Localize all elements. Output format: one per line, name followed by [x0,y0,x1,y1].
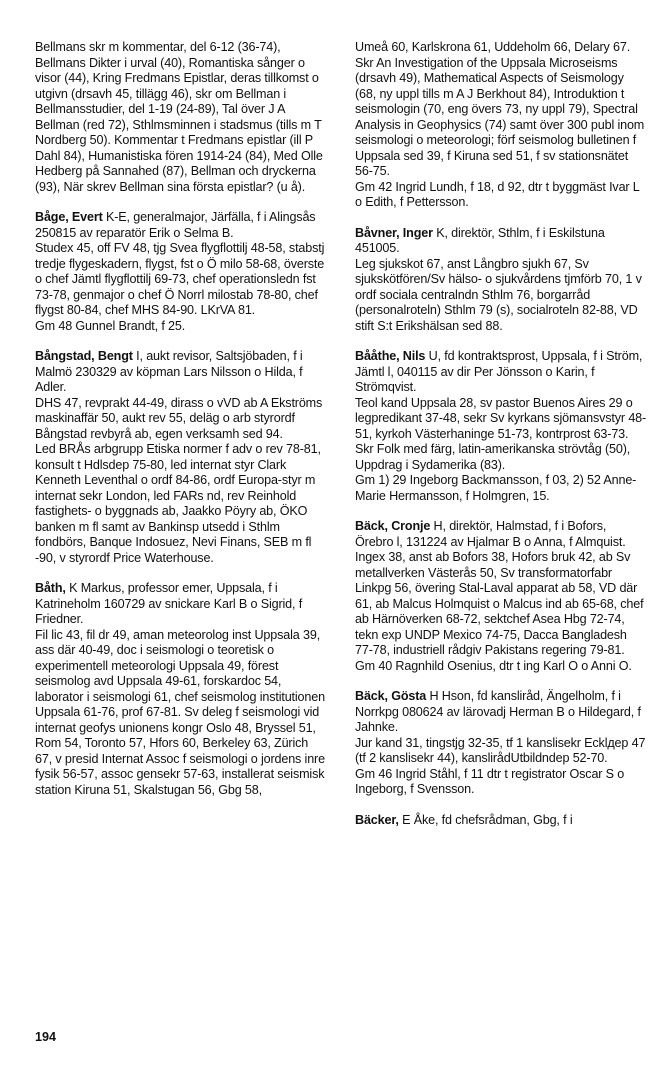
entry-intro [355,226,647,257]
entry-name: Båth, [35,581,66,595]
entry-bavner-inger [355,226,647,335]
right-column [355,40,647,843]
entry-intro [355,813,647,829]
entry-paragraph: Umeå 60, Karlskrona 61, Uddeholm 66, Delary 67. [355,40,631,54]
entry-intro [355,519,647,550]
entry-bage-evert [35,210,325,334]
entry-back-cronje [355,519,647,674]
left-column [35,40,325,813]
entry-intro-text: E Åke, fd chefsrådman, Gbg, f i [398,812,573,827]
entry-intro-text: U, fd kontraktsprost, Uppsala, f i Ström, Jämtl l, 040115 av dir Per Jönsson o Karin, f Strömqvist. [355,349,643,394]
entry-intro-text: H, direktör, Halmstad, f i Bofors, Örebro l, 131224 av Hjalmar B o Anna, f Almquist. [355,519,626,549]
entry-intro [35,581,325,628]
entry-bath-continued [355,40,647,211]
entry-backer-ake [355,813,647,829]
entry-name: Bäck, Gösta [355,689,427,703]
entry-name: Bäck, Cronje [355,519,431,533]
entry-intro [355,689,647,736]
entry-intro [35,349,325,396]
entry-paragraph: Studex 45, off FV 48, tjg Svea flygflottilj 48-58, stabstj tredje flygeskadern, flygst, fst o Ö milo 58-68, överste o chef Jämtl flygflottilj 69-73, chef operationsledn fst 73-78, genmajor o chef Ö Norrl milostab 78-80, chef flygst 80-84, chef MHS 84-90. LKrVA 81. [35,241,325,317]
entry-paragraph: Gm 1) 29 Ingeborg Backmansson, f 03, 2) 52 Anne-Marie Hermansson, f Holmgren, 15. [355,473,637,503]
entry-name: Bångstad, Bengt [35,349,133,363]
entry-bellman-continued [35,40,325,195]
entry-bath-markus [35,581,325,798]
page-number: 194 [35,1030,57,1044]
entry-paragraph: Leg sjukskot 67, anst Långbro sjukh 67, Sv sjukskötfören/Sv hälso- o sjukvårdens tjmförb 70, 1 v ordf sociala centralndn Sthlm 76, borgarråd (personalroteln) Sthlm 79 (s), socialroteln 82-88, VD stift S:t Erikshälsan sed 88. [355,256,642,333]
entry-paragraph: Gm 48 Gunnel Brandt, f 25. [35,318,186,333]
entry-intro-text: K, direktör, Sthlm, f i Eskilstuna 451005. [355,225,605,255]
entry-paragraph: Bellmans skr m kommentar, del 6-12 (36-74), Bellmans Dikter i urval (40), Romantiska sånger o visor (44), Kring Fredmans Epistlar, deras tillkomst o utgivn (drsavh 45, tillägg 46), skr om Bellman i Bellmansstudier, del 1-19 (24-89), Tal över J A Bellman (red 72), Sthlmsminnen i stadsmus (tills m T Nordberg 50). Kommentar t Fredmans epistlar (ill P Dahl 84), Humanistiska fören 1914-24 (84), Med Olle Hedberg på Sannahed (87), Bellman och dryckerna (93), När skrev Bellman sina första epistlar? (u å). [35,40,323,194]
entry-paragraph: Gm 46 Ingrid Ståhl, f 11 dtr t registrator Oscar S o Ingeborg, f Svensson. [355,766,625,796]
entry-paragraph: Teol kand Uppsala 28, sv pastor Buenos Aires 29 o legpredikant 37-48, sekr Sv kyrkans sjömansvstyr 48-51, kyrkoh Västerhaninge 51-73, kontrprost 63-73. [355,395,647,441]
entry-back-gosta [355,689,647,798]
entry-paragraph: Gm 42 Ingrid Lundh, f 18, d 92, dtr t byggmäst Ivar L o Edith, f Pettersson. [355,179,640,209]
entry-intro-text: H Hson, fd kansliråd, Ängelholm, f i Norrkpg 080624 av lärovadj Herman B o Hildegard, f Jahnke. [355,689,641,734]
entry-paragraph: Skr Folk med färg, latin-amerikanska strövtåg (50), Uppdrag i Sydamerika (83). [355,442,631,472]
entry-paragraph: Fil lic 43, fil dr 49, aman meteorolog inst Uppsala 39, ass där 40-49, doc i seismologi o teoretisk o experimentell meteorologi Uppsala 49, förest seismolog avd Uppsala 49-61, forskardoc 54, laborator i seismologi 61, chef seismolog institutionen Uppsala 61-76, prof 67-81. Sv deleg f seismologi vid internat geofys unionens kongr Oslo 48, Bryssel 51, Rom 54, Toronto 57, Hfors 60, Berkeley 63, Zürich 67, v presid Internat Assoc f seismologi o jordens inre fysik 56-57, assoc gensekr 57-63, installerat seismisk station Kiruna 51, Skalstugan 56, Gbg 58, [35,627,325,797]
entry-intro [355,349,647,396]
entry-intro [35,210,325,241]
entry-paragraph: Ingex 38, anst ab Bofors 38, Hofors bruk 42, ab Sv metallverken Västerås 50, Sv transformatorfabr Linkpg 56, övering Stal-Laval apparat ab 58, VD där 61, ab Malcus Holmquist o Malcus ind ab 65-68, chef ab Härnöverken 68-72, sektchef Asea Hbg 72-74, tekn exp UNDP Mexico 74-75, Dacca Bangladesh 77-78, industriell rådgiv Pakistans regering 79-81. [355,550,644,657]
entry-intro-text: I, aukt revisor, Saltsjöbaden, f i Malmö 230329 av köpman Lars Nilsson o Hilda, f Adler. [35,349,303,394]
entry-name: Båvner, Inger [355,225,433,240]
entry-name: Bååthe, Nils [355,349,426,363]
entry-paragraph: DHS 47, revprakt 44-49, dirass o vVD ab A Ekströms maskinaffär 50, aukt rev 55, deläg o arb styrordf Bångstad revbyrå ab, egen verksamh sed 94. [35,395,323,441]
entry-baathe-nils [355,349,647,504]
entry-paragraph: Jur kand 31, tingstjg 32-35, tf 1 kanslisekr Ecklдep 47 (tf 2 kanslisekr 44), kanslirådUtbildndep 52-70. [355,735,646,765]
entry-name: Bäcker, [355,812,399,827]
entry-paragraph: Skr An Investigation of the Uppsala Microseisms (drsavh 49), Mathematical Aspects of Seismology (68, ny uppl tills m A J Berkhout 84), Introduktion t seismologin (70, eng övers 73, ny uppl 79), Spectral Analysis in Geophysics (74) samt över 300 publ inom seismologi o meteorologi; förf seismolog bulletinen f Uppsala sed 39, f Kiruna sed 51, f sv stationsnätet 56-75. [355,55,645,178]
entry-paragraph: Gm 40 Ragnhild Osenius, dtr t ing Karl O o Anni O. [355,658,632,673]
entry-name: Båge, Evert [35,210,103,224]
entry-paragraph: Led BRÅs arbgrupp Etiska normer f adv o rev 78-81, konsult t Hdlsdep 75-80, led internat styr Clark Kenneth Leventhal o ordf 84-86, ordf Europa-styr m internat sekr London, led FARs nd, rev Reinhold fastighets- o byggnads ab, Jaakko Pöyry ab, ÖKO banken m fl samt av Bankinsp utsedd i Sthlm fondbörs, Banque Indosuez, Nevi Finans, SEB m fl -90, v styrordf Price Waterhouse. [35,442,321,565]
entry-intro-text: K-E, generalmajor, Järfälla, f i Alingsås 250815 av reparatör Erik o Selma B. [35,210,316,240]
entry-bangstad-bengt [35,349,325,566]
entry-intro-text: K Markus, professor emer, Uppsala, f i Katrineholm 160729 av snickare Karl B o Sigrid, f Friedner. [35,581,303,626]
